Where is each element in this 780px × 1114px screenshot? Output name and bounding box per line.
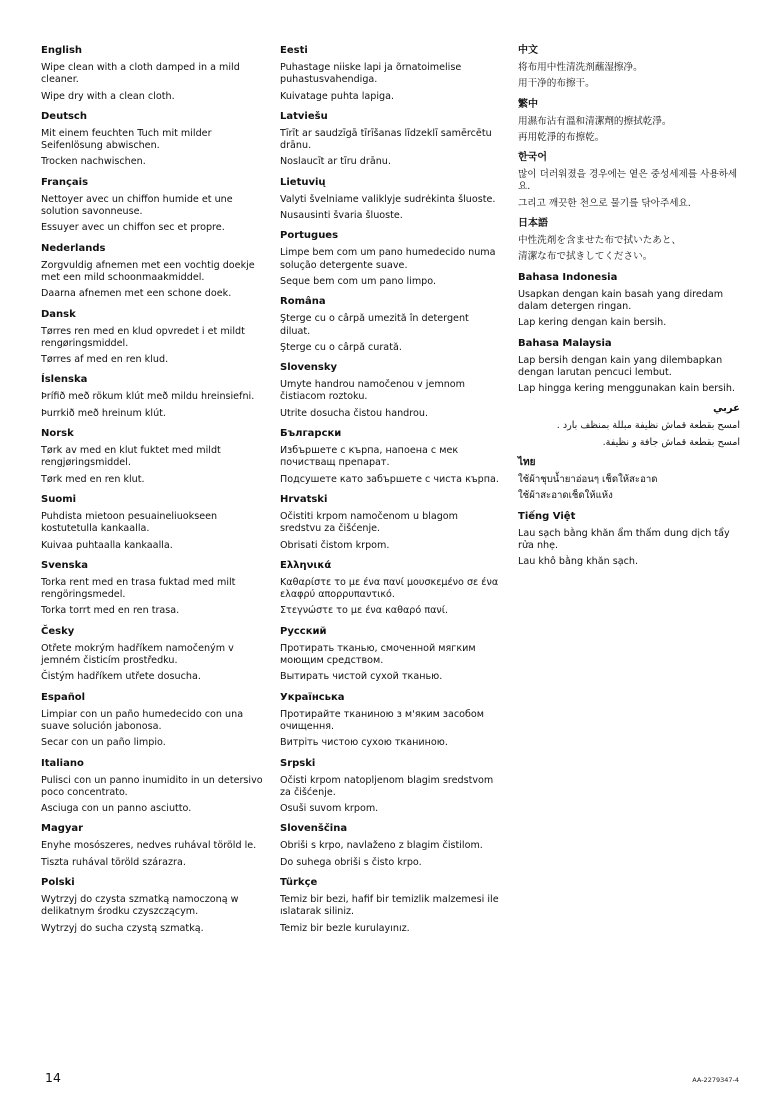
language-section [41, 822, 263, 869]
document-code: AA-2279347-4 [692, 1076, 739, 1084]
instruction-text: Wytrzyj do czysta szmatką namoczoną w delikatnym środku czyszczącym. [41, 893, 239, 918]
instruction-text: Očistiti krpom namočenom u blagom sredstvu za čišćenje. [280, 510, 459, 535]
instruction-text: Enyhe mosószeres, nedves ruhával töröld le. [41, 840, 257, 852]
instruction-text: Şterge cu o cârpă umezită în detergent diluat. [280, 313, 469, 337]
language-section [41, 176, 263, 235]
language-heading: Bahasa Indonesia [518, 271, 618, 283]
language-section [518, 44, 740, 91]
instruction-text: Подсушете като забършете с чиста кърпа. [280, 473, 499, 485]
language-section [280, 361, 502, 420]
instruction-text: Протирайте тканиною з м'яким засобом очищення. [280, 708, 485, 732]
instruction-text: Umyte handrou namočenou v jemnom čistiacom roztoku. [280, 379, 465, 403]
instruction-text: Kuivaa puhtaalla kankaalla. [41, 539, 173, 551]
language-section [280, 493, 502, 552]
language-section [41, 427, 263, 486]
language-heading: Русский [280, 625, 327, 637]
language-section [280, 176, 502, 223]
instruction-text: Daarna afnemen met een schone doek. [41, 288, 232, 300]
instruction-text: Osuši suvom krpom. [280, 803, 379, 815]
language-heading: Polski [41, 876, 75, 888]
language-heading: Latviešu [280, 110, 328, 122]
language-heading: Lietuvių [280, 176, 326, 188]
instruction-text: Puhastage niiske lapi ja õrnatoimelise puhastusvahendiga. [280, 62, 462, 86]
instruction-text: Pulisci con un panno inumidito in un detersivo poco concentrato. [41, 774, 263, 798]
language-heading: Español [41, 691, 86, 703]
language-heading: Srpski [280, 757, 316, 769]
language-heading: Українська [280, 691, 345, 703]
instruction-text: Lau khô bằng khăn sạch. [518, 556, 639, 568]
language-heading: Nederlands [41, 242, 106, 254]
language-section [280, 44, 502, 103]
page-number: 14 [45, 1070, 61, 1085]
instruction-text: Zorgvuldig afnemen met een vochtig doekje met een mild schoonmaakmiddel. [41, 259, 255, 283]
language-section [280, 822, 502, 869]
instruction-text: Tīrīt ar saudzīgā tīrīšanas līdzeklī samērcētu drānu. [280, 127, 492, 152]
instruction-text: Wytrzyj do sucha czystą szmatką. [41, 922, 204, 934]
column-3 [518, 44, 740, 576]
instruction-text: Obrisati čistom krpom. [280, 539, 390, 551]
language-heading: Suomi [41, 493, 77, 505]
instruction-text: ใช้ผ้าชุบน้ำยาอ่อนๆ เช็ดให้สะอาด [518, 474, 658, 486]
language-section [41, 757, 263, 816]
instruction-text: Valyti švelniame valiklyje sudrėkinta šluoste. [280, 193, 496, 205]
instruction-text: Wipe dry with a clean cloth. [41, 90, 175, 102]
instruction-text: Þurrkið með hreinum klút. [41, 407, 166, 419]
instruction-text: Čistým hadříkem utřete dosucha. [41, 671, 201, 683]
language-heading: Ελληνικά [280, 559, 332, 571]
language-section [41, 691, 263, 750]
language-heading: English [41, 45, 83, 56]
instruction-text: 将布用中性清洗剂蘸湿擦净。 [518, 62, 643, 73]
instruction-text: Otřete mokrým hadříkem namočeným v jemném čisticím prostředku. [41, 642, 234, 667]
instruction-text: Tiszta ruhával töröld szárazra. [41, 856, 186, 868]
instruction-text: 用干净的布擦干。 [518, 78, 595, 90]
instruction-text: Limpiar con un paño humedecido con una suave solución jabonosa. [41, 708, 244, 732]
language-heading: 中文 [518, 45, 538, 56]
language-section [280, 691, 502, 750]
instruction-text: Καθαρίστε το με ένα πανί μουσκεμένο σε ένα ελαφρύ απορρυπαντικό. [280, 576, 499, 601]
language-section [41, 559, 263, 618]
language-heading: Hrvatski [280, 493, 328, 505]
instruction-text: Mit einem feuchten Tuch mit milder Seifenlösung abwischen. [41, 127, 212, 152]
language-heading: 日本語 [518, 218, 548, 230]
instruction-text: 그리고 깨끗한 천으로 물기를 닦아주세요. [518, 197, 691, 209]
language-section [41, 308, 263, 367]
language-section [518, 402, 740, 449]
instruction-text: Tørk av med en klut fuktet med mildt rengjøringsmiddel. [41, 445, 221, 469]
instruction-text: Limpe bem com um pano humedecido numa solução detergente suave. [280, 247, 496, 271]
language-heading: Français [41, 176, 89, 188]
instruction-text: Вытирать чистой сухой тканью. [280, 671, 443, 683]
language-section [518, 151, 740, 210]
language-section [518, 98, 740, 145]
language-heading: Slovensky [280, 362, 338, 374]
instruction-text: ใช้ผ้าสะอาดเช็ดให้แห้ง [518, 490, 613, 502]
instruction-text: 많이 더러워졌을 경우에는 옅은 중성세제를 사용하세요. [518, 169, 738, 193]
language-heading: Dansk [41, 308, 76, 320]
language-heading: Svenska [41, 559, 88, 571]
instruction-text: Očisti krpom natopljenom blagim sredstvom za čišćenje. [280, 774, 494, 798]
instruction-text: امسح بقطعة قماش جافة و نظيفة. [602, 436, 740, 448]
language-heading: عربي [713, 403, 740, 415]
instruction-text: Протирать тканью, смоченной мягким моющим средством. [280, 642, 476, 667]
language-heading: Slovenščina [280, 823, 348, 835]
instruction-text: 用濕布沾有溫和清潔劑的擦拭乾淨。 [518, 115, 672, 127]
language-section [41, 493, 263, 552]
instruction-text: Torka torrt med en ren trasa. [41, 605, 180, 617]
language-section [280, 625, 502, 684]
language-heading: Norsk [41, 428, 74, 440]
instruction-text: Lap hingga kering menggunakan kain bersih. [518, 383, 735, 395]
language-heading: Magyar [41, 823, 84, 835]
instruction-text: 中性洗剤を含ませた布で拭いたあと、 [518, 235, 682, 247]
language-section [280, 559, 502, 618]
language-section [41, 625, 263, 684]
instruction-text: Tørres af med en ren klud. [41, 354, 169, 366]
instruction-text: Витріть чистою сухою тканиною. [280, 737, 448, 749]
instruction-text: Temiz bir bezle kurulayınız. [280, 922, 410, 934]
instruction-text: Utrite dosucha čistou handrou. [280, 407, 428, 419]
instruction-text: Kuivatage puhta lapiga. [280, 90, 395, 102]
instruction-text: Lap bersih dengan kain yang dilembapkan dengan larutan pencuci lembut. [518, 354, 723, 378]
instruction-text: Lau sạch bằng khăn ẩm thấm dung dịch tẩy rửa nhẹ. [518, 527, 730, 551]
language-heading: Portugues [280, 230, 339, 242]
language-heading: Italiano [41, 757, 84, 769]
instruction-text: Στεγνώστε το με ένα καθαρό πανί. [280, 605, 449, 617]
instruction-text: Tørres ren med en klud opvredet i et mildt rengøringsmiddel. [41, 325, 245, 349]
instruction-text: Puhdista mietoon pesuaineliuokseen kostutetulla kankaalla. [41, 510, 218, 535]
language-section [280, 229, 502, 288]
instruction-text: Torka rent med en trasa fuktad med milt rengöringsmedel. [41, 576, 236, 601]
instruction-text: Noslaucīt ar tīru drānu. [280, 156, 391, 168]
instruction-text: 再用乾淨的布擦乾。 [518, 131, 605, 143]
language-section [41, 44, 263, 103]
language-section [518, 510, 740, 569]
language-heading: Česky [41, 625, 75, 637]
language-heading: ไทย [518, 457, 536, 469]
language-section [41, 876, 263, 935]
instruction-text: Şterge cu o cârpă curată. [280, 341, 402, 353]
language-heading: Tiếng Việt [518, 510, 576, 522]
instruction-text: Obriši s krpo, navlaženo z blagim čistilom. [280, 840, 483, 852]
instruction-text: Þrífið með rökum klút með mildu hreinsiefni. [41, 391, 255, 403]
instruction-text: Do suhega obriši s čisto krpo. [280, 856, 422, 868]
language-heading: Български [280, 428, 342, 440]
instruction-text: Lap kering dengan kain bersih. [518, 317, 667, 329]
language-heading: 繁中 [518, 98, 538, 110]
instruction-text: Temiz bir bezi, hafif bir temizlik malzemesi ile ıslatarak siliniz. [280, 893, 499, 918]
language-heading: Türkçe [280, 876, 318, 888]
instruction-text: Trocken nachwischen. [41, 156, 146, 168]
instruction-text: Tørk med en ren klut. [41, 473, 145, 485]
language-heading: Deutsch [41, 110, 87, 122]
language-heading: Bahasa Malaysia [518, 337, 612, 349]
instruction-text: Essuyer avec un chiffon sec et propre. [41, 222, 225, 234]
language-section [280, 876, 502, 935]
instruction-text: امسح بقطعة قماش نظيفة مبللة بمنظف بارد . [556, 420, 740, 432]
language-heading: Eesti [280, 45, 308, 56]
language-heading: Româna [280, 296, 326, 308]
language-section [41, 373, 263, 420]
column-1 [41, 44, 263, 942]
language-section [280, 757, 502, 816]
instruction-text: Usapkan dengan kain basah yang diredam dalam detergen ringan. [518, 288, 724, 312]
language-heading: Íslenska [41, 374, 88, 386]
column-2 [280, 44, 502, 942]
instruction-text: Secar con un paño limpio. [41, 737, 166, 749]
instruction-text: Asciuga con un panno asciutto. [41, 803, 192, 815]
language-section [280, 295, 502, 354]
language-section [518, 456, 740, 503]
instruction-text: Nettoyer avec un chiffon humide et une solution savonneuse. [41, 193, 233, 218]
language-section [41, 110, 263, 169]
language-section [518, 217, 740, 264]
language-heading: 한국어 [518, 152, 547, 164]
instruction-text: Seque bem com um pano limpo. [280, 275, 437, 287]
language-section [518, 337, 740, 396]
instruction-text: Nusausinti švaria šluoste. [280, 210, 403, 222]
language-section [41, 242, 263, 301]
language-section [518, 271, 740, 330]
instruction-text: Wipe clean with a cloth damped in a mild cleaner. [41, 62, 240, 86]
language-section [280, 427, 502, 486]
instruction-text: 清潔な布で拭きしてください。 [518, 251, 653, 263]
language-section [280, 110, 502, 169]
instruction-text: Избършете с кърпа, напоена с мек почистващ препарат. [280, 445, 459, 469]
